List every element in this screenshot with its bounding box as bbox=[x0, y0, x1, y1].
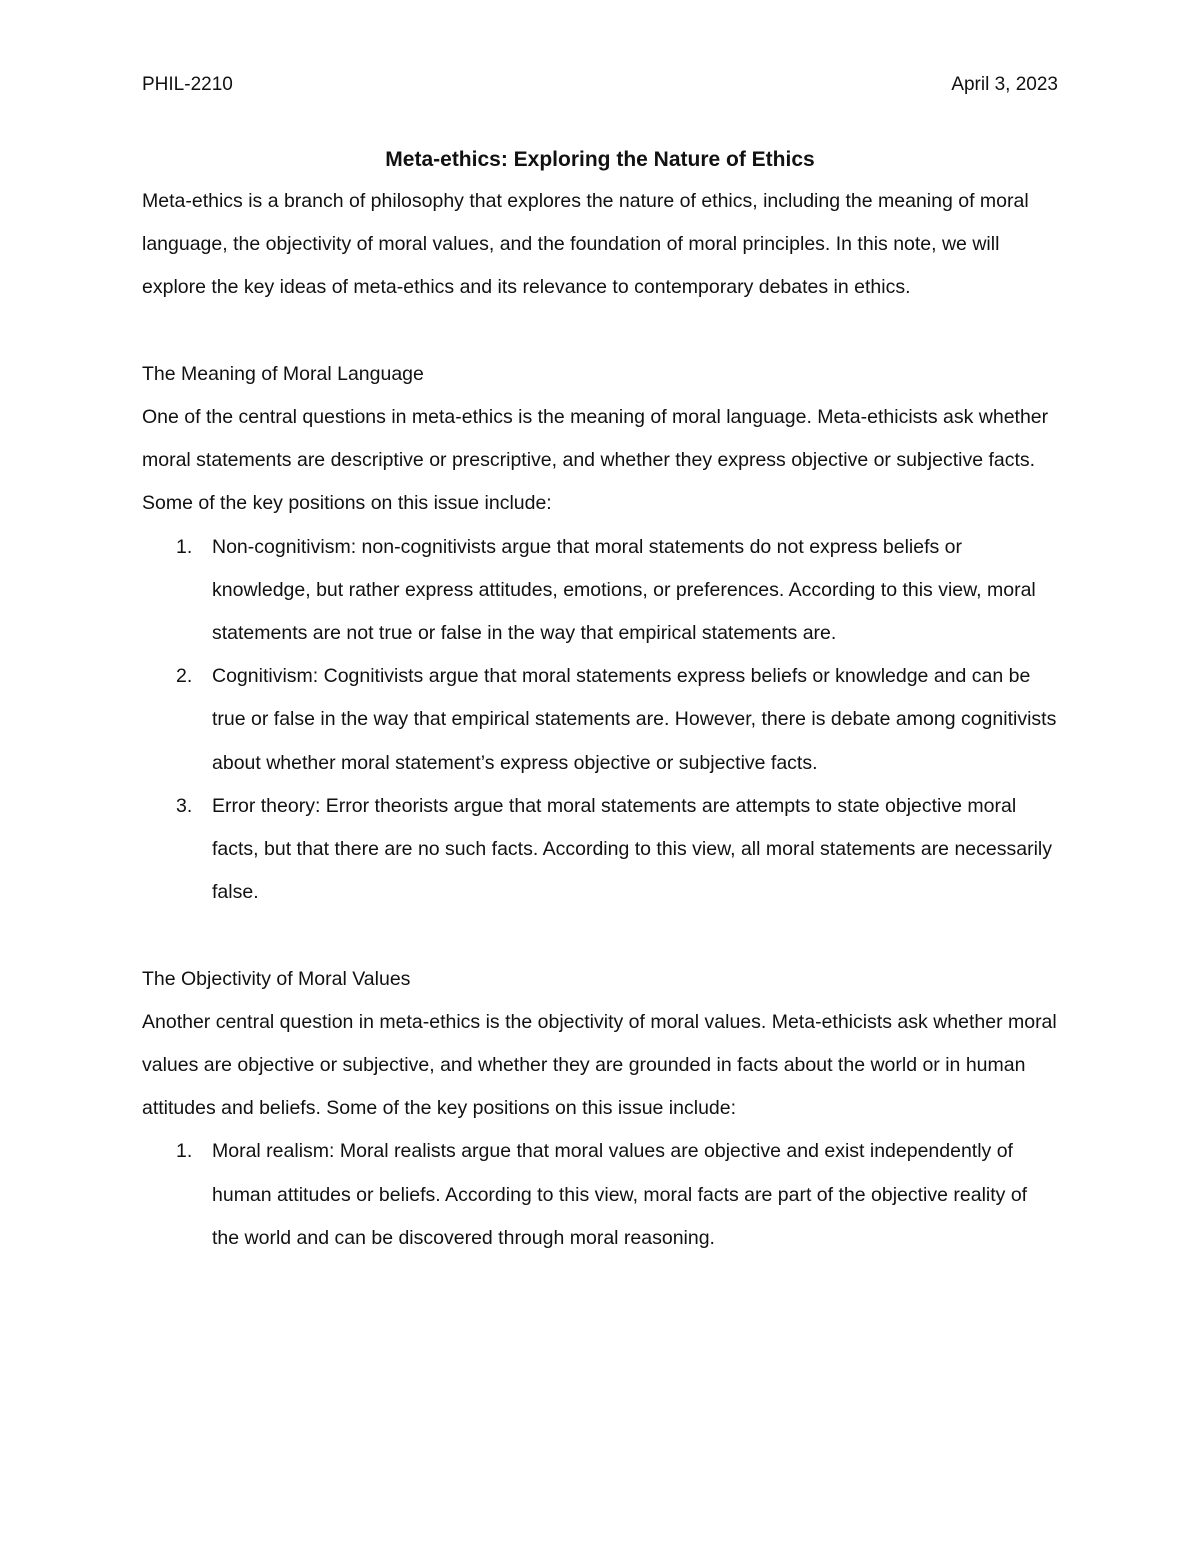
section-heading-objectivity: The Objectivity of Moral Values bbox=[142, 967, 411, 990]
list-number: 3. bbox=[176, 794, 193, 817]
positions-list-objectivity bbox=[142, 1130, 1058, 1260]
blank-line bbox=[142, 914, 1058, 957]
section-paragraph-objectivity: Another central question in meta-ethics is the objectivity of moral values. Meta-ethicists ask whether moral values are objective or subjective, and whether they are grounded in facts about the world or in human attitudes and beliefs. Some of the key positions on this issue include: bbox=[142, 1010, 1057, 1120]
intro-paragraph: Meta-ethics is a branch of philosophy that explores the nature of ethics, including the meaning of moral language, the objectivity of moral values, and the foundation of moral principles. In this note, we will explore the key ideas of meta-ethics and its relevance to contemporary debates in ethics. bbox=[142, 190, 1029, 299]
list-item bbox=[142, 526, 1058, 656]
list-item-text: Moral realism: Moral realists argue that moral values are objective and exist independently of human attitudes or beliefs. According to this view, moral facts are part of the objective reality of the world and can be discovered through moral reasoning. bbox=[212, 1140, 1028, 1249]
list-number: 1. bbox=[176, 535, 193, 558]
list-item bbox=[142, 1130, 1058, 1260]
list-item-text: Non-cognitivism: non-cognitivists argue that moral statements do not express beliefs or knowledge, but rather express attitudes, emotions, or preferences. According to this view, moral statements are not true or false in the way that empirical statements are. bbox=[212, 535, 1036, 645]
section-heading-moral-language: The Meaning of Moral Language bbox=[142, 362, 424, 385]
list-number: 1. bbox=[176, 1140, 193, 1163]
document-title: Meta-ethics: Exploring the Nature of Ethics bbox=[385, 148, 815, 171]
section-paragraph-moral-language: One of the central questions in meta-ethics is the meaning of moral language. Meta-ethicists ask whether moral statements are descriptive or prescriptive, and whether they express objective or subjective facts. Some of the key positions on this issue include: bbox=[142, 406, 1049, 515]
list-item bbox=[142, 785, 1058, 915]
page-header bbox=[142, 72, 1058, 102]
positions-list-moral-language bbox=[142, 526, 1058, 915]
course-code: PHIL-2210 bbox=[142, 74, 233, 95]
list-item-text: Error theory: Error theorists argue that moral statements are attempts to state objective moral facts, but that there are no such facts. According to this view, all moral statements are necessarily false. bbox=[212, 794, 1052, 904]
header-date: April 3, 2023 bbox=[951, 74, 1058, 95]
list-item bbox=[142, 655, 1058, 785]
blank-line bbox=[142, 310, 1058, 353]
document-body bbox=[142, 140, 1058, 1260]
list-item-text: Cognitivism: Cognitivists argue that moral statements express beliefs or knowledge and can be true or false in the way that empirical statements are. However, there is debate among cognitivists about whether moral statement’s express objective or subjective facts. bbox=[212, 665, 1057, 774]
list-number: 2. bbox=[176, 665, 193, 688]
